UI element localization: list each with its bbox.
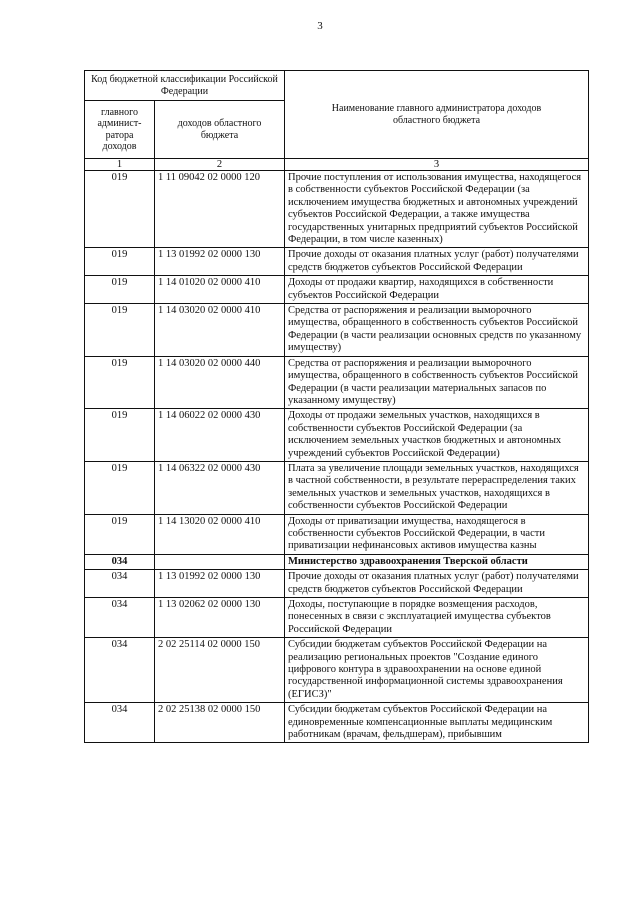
table-row	[85, 409, 589, 462]
table-body	[85, 171, 589, 743]
income-name-cell: Плата за увеличение площади земельных участков, находящихся в частной собственности, в результате перераспределения таких земельных участков и земельных участков, находящихся в собственности субъектов Российской Федерации	[285, 461, 589, 514]
income-code-cell: 1 13 01992 02 0000 130	[155, 248, 285, 276]
table-row	[85, 570, 589, 598]
income-code-cell: 1 13 02062 02 0000 130	[155, 598, 285, 638]
table-row	[85, 171, 589, 248]
column-number-2: 2	[155, 159, 285, 171]
admin-code-cell: 019	[85, 356, 155, 409]
budget-classification-table	[84, 70, 589, 743]
income-name-cell: Министерство здравоохранения Тверской области	[285, 554, 589, 569]
income-name-cell: Доходы от продажи квартир, находящихся в собственности субъектов Российской Федерации	[285, 276, 589, 304]
table-row	[85, 703, 589, 743]
income-name-cell: Доходы от приватизации имущества, находящегося в собственности субъектов Российской Федерации, в части приватизации нефинансовых активов имущества казны	[285, 514, 589, 554]
table-row	[85, 598, 589, 638]
table-row	[85, 304, 589, 357]
income-code-cell: 1 14 03020 02 0000 440	[155, 356, 285, 409]
admin-code-cell: 034	[85, 598, 155, 638]
income-code-cell: 1 13 01992 02 0000 130	[155, 570, 285, 598]
admin-code-cell: 019	[85, 276, 155, 304]
income-code-cell: 1 11 09042 02 0000 120	[155, 171, 285, 248]
column-number-1: 1	[85, 159, 155, 171]
table-row	[85, 554, 589, 569]
income-name-cell: Прочие доходы от оказания платных услуг (работ) получателями средств бюджетов субъектов Российской Федерации	[285, 570, 589, 598]
admin-code-cell: 034	[85, 703, 155, 743]
kbk-header: Код бюджетной классификации Российской Федерации	[85, 71, 285, 101]
admin-code-cell: 019	[85, 304, 155, 357]
admin-code-cell: 019	[85, 514, 155, 554]
admin-code-cell: 019	[85, 171, 155, 248]
page-number: 3	[317, 20, 323, 32]
table-row	[85, 638, 589, 703]
admin-code-cell: 019	[85, 409, 155, 462]
income-code-cell: 2 02 25138 02 0000 150	[155, 703, 285, 743]
table-row	[85, 276, 589, 304]
table-row	[85, 461, 589, 514]
income-code-cell: 1 14 06322 02 0000 430	[155, 461, 285, 514]
income-code-cell: 1 14 01020 02 0000 410	[155, 276, 285, 304]
income-name-cell: Прочие поступления от использования имущества, находящегося в собственности субъектов Российской Федерации (за исключением имущества бюджетных и автономных учреждений субъектов Российской Федерации, а также имущества государственных унитарных предприятий субъектов Российской Федерации, в том числе казенных)	[285, 171, 589, 248]
admin-code-cell: 034	[85, 638, 155, 703]
name-header: Наименование главного администратора доходов областного бюджета	[285, 71, 589, 159]
income-name-cell: Субсидии бюджетам субъектов Российской Федерации на реализацию региональных проектов "Создание единого цифрового контура в здравоохранении на основе единой государственной информационной системы здравоохранения (ЕГИСЗ)"	[285, 638, 589, 703]
income-code-cell: 2 02 25114 02 0000 150	[155, 638, 285, 703]
admin-code-cell: 019	[85, 248, 155, 276]
income-code-cell: 1 14 03020 02 0000 410	[155, 304, 285, 357]
income-code-cell: 1 14 06022 02 0000 430	[155, 409, 285, 462]
income-name-cell: Средства от распоряжения и реализации выморочного имущества, обращенного в собственность субъектов Российской Федерации (в части реализации основных средств по указанному имуществу)	[285, 304, 589, 357]
income-header: доходов областного бюджета	[155, 101, 285, 159]
table-row	[85, 514, 589, 554]
income-name-cell: Прочие доходы от оказания платных услуг (работ) получателями средств бюджетов субъектов Российской Федерации	[285, 248, 589, 276]
income-name-cell: Доходы, поступающие в порядке возмещения расходов, понесенных в связи с эксплуатацией имущества субъектов Российской Федерации	[285, 598, 589, 638]
admin-code-cell: 034	[85, 570, 155, 598]
income-name-cell: Средства от распоряжения и реализации выморочного имущества, обращенного в собственность субъектов Российской Федерации (в части реализации материальных запасов по указанному имуществу)	[285, 356, 589, 409]
table-row	[85, 356, 589, 409]
income-code-cell: 1 14 13020 02 0000 410	[155, 514, 285, 554]
column-number-3: 3	[285, 159, 589, 171]
admin-code-cell: 019	[85, 461, 155, 514]
income-name-cell: Доходы от продажи земельных участков, находящихся в собственности субъектов Российской Федерации (за исключением земельных участков бюджетных и автономных учреждений субъектов Российской Федерации)	[285, 409, 589, 462]
admin-code-cell: 034	[85, 554, 155, 569]
table-row	[85, 248, 589, 276]
admin-header: главного админист-ратора доходов	[85, 101, 155, 159]
income-code-cell	[155, 554, 285, 569]
income-name-cell: Субсидии бюджетам субъектов Российской Федерации на единовременные компенсационные выплаты медицинским работникам (врачам, фельдшерам), прибывшим	[285, 703, 589, 743]
